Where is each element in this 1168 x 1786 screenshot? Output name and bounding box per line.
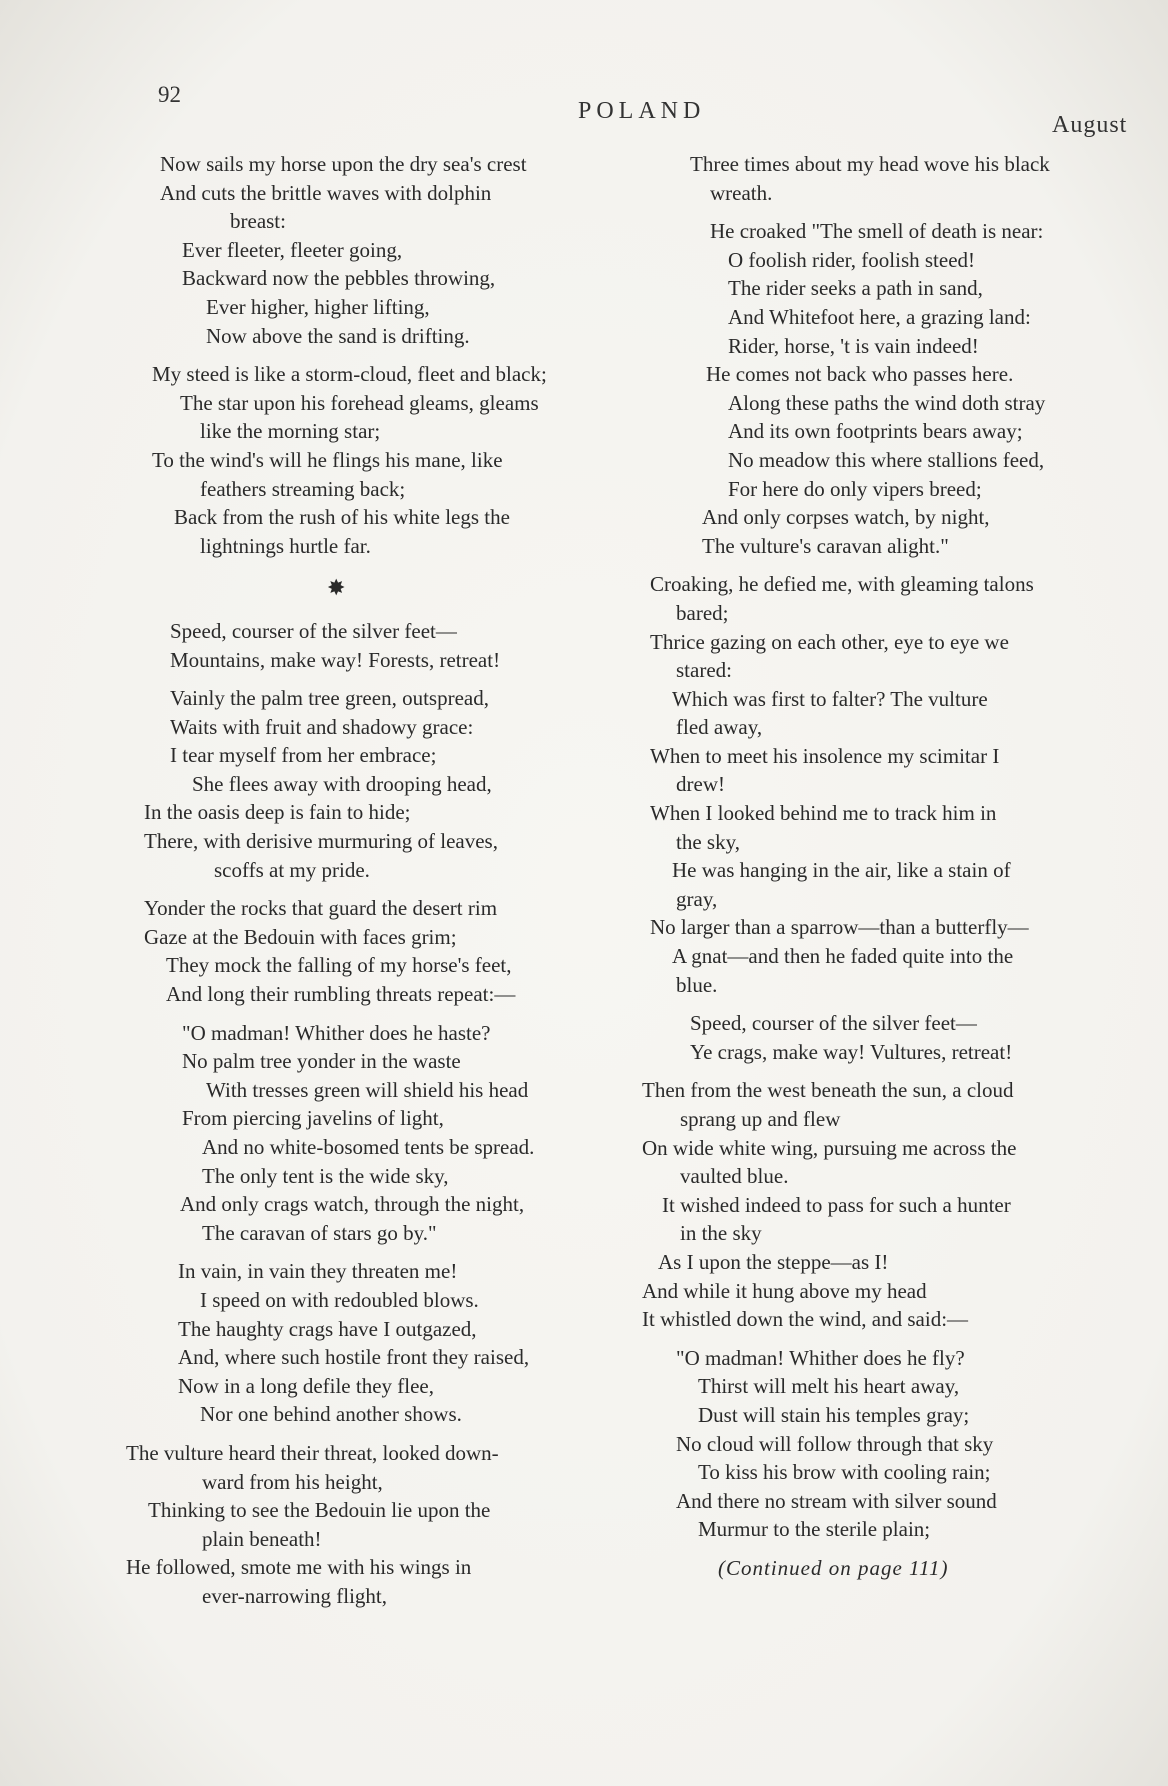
poem-line: Thinking to see the Bedouin lie upon the — [148, 1498, 491, 1523]
poem-line: And long their rumbling threats repeat:— — [166, 982, 516, 1007]
poem-column-right-body — [628, 150, 1148, 1544]
poem-line: In the oasis deep is fain to hide; — [144, 800, 411, 825]
poem-stanza — [122, 1257, 642, 1429]
poem-line: He followed, smote me with his wings in — [126, 1555, 472, 1580]
poem-stanza — [122, 1019, 642, 1248]
poem-line: I tear myself from her embrace; — [170, 743, 437, 768]
poem-line: And Whitefoot here, a grazing land: — [728, 304, 1031, 329]
poem-line: And there no stream with silver sound — [676, 1488, 997, 1513]
poem-line: It wished indeed to pass for such a hunter — [662, 1192, 1011, 1217]
poem-line: On wide white wing, pursuing me across the — [642, 1135, 1017, 1160]
poem-line: It whistled down the wind, and said:— — [642, 1307, 969, 1332]
poem-line: And only corpses watch, by night, — [702, 505, 990, 530]
poem-line: drew! — [676, 772, 725, 797]
poem-line: Dust will stain his temples gray; — [698, 1402, 970, 1427]
poem-line: And cuts the brittle waves with dolphin — [160, 180, 492, 205]
poem-line: O foolish rider, foolish steed! — [728, 247, 976, 272]
poem-line: And its own footprints bears away; — [728, 419, 1023, 444]
poem-stanza — [122, 684, 642, 884]
poem-line: The haughty crags have I outgazed, — [178, 1316, 477, 1341]
poem-column-left — [122, 150, 642, 1621]
poem-line: Which was first to falter? The vulture — [672, 686, 988, 711]
poem-line: He croaked "The smell of death is near: — [710, 219, 1044, 244]
page-title: POLAND — [578, 98, 706, 124]
continued-note: (Continued on page 111) — [718, 1555, 949, 1580]
section-separator-icon: ✸ — [327, 575, 346, 601]
poem-line: feathers streaming back; — [200, 476, 406, 501]
poem-line: Speed, courser of the silver feet— — [690, 1011, 977, 1036]
poem-stanza — [628, 1009, 1148, 1066]
poem-line: As I upon the steppe—as I! — [658, 1249, 889, 1274]
poem-line: vaulted blue. — [680, 1164, 789, 1189]
poem-line: The caravan of stars go by." — [202, 1220, 437, 1245]
poem-line: The vulture heard their threat, looked down- — [126, 1440, 499, 1465]
poem-line: in the sky — [680, 1221, 762, 1246]
poem-line: lightnings hurtle far. — [200, 533, 371, 558]
poem-stanza — [122, 360, 642, 560]
poem-line: gray, — [676, 886, 718, 911]
poem-line: With tresses green will shield his head — [206, 1077, 529, 1102]
poem-line: A gnat—and then he faded quite into the — [672, 944, 1014, 969]
poem-line: The rider seeks a path in sand, — [728, 276, 983, 301]
poem-line: When to meet his insolence my scimitar I — [650, 743, 1000, 768]
poem-line: Rider, horse, 't is vain indeed! — [728, 333, 979, 358]
poem-stanza — [628, 1076, 1148, 1333]
poem-line: And, where such hostile front they raised, — [178, 1345, 530, 1370]
poem-line: "O madman! Whither does he fly? — [676, 1345, 965, 1370]
poem-stanza — [628, 1344, 1148, 1544]
poem-line: Now above the sand is drifting. — [206, 323, 470, 348]
poem-line: plain beneath! — [202, 1526, 322, 1551]
poem-line: No meadow this where stallions feed, — [728, 447, 1045, 472]
page-number: 92 — [158, 82, 181, 107]
poem-line: He was hanging in the air, like a stain of — [672, 858, 1011, 883]
poem-line: Yonder the rocks that guard the desert rim — [144, 896, 498, 921]
poem-line: Three times about my head wove his black — [690, 152, 1050, 176]
poem-stanza — [122, 150, 642, 350]
poem-line: scoffs at my pride. — [214, 857, 370, 882]
poem-line: They mock the falling of my horse's feet, — [166, 953, 512, 978]
continued-note-wrap — [628, 1554, 1148, 1583]
poem-stanza — [122, 617, 642, 674]
poem-line: He comes not back who passes here. — [706, 362, 1014, 387]
poem-line: She flees away with drooping head, — [192, 771, 492, 796]
poem-line: I speed on with redoubled blows. — [200, 1287, 479, 1312]
poem-line: There, with derisive murmuring of leaves, — [144, 829, 498, 854]
poem-line: Now in a long defile they flee, — [178, 1373, 434, 1398]
poem-line: "O madman! Whither does he haste? — [182, 1020, 491, 1045]
poem-line: My steed is like a storm-cloud, fleet and black; — [152, 362, 547, 387]
poem-line: To kiss his brow with cooling rain; — [698, 1460, 991, 1485]
poem-line: No palm tree yonder in the waste — [182, 1049, 461, 1074]
poem-line: like the morning star; — [200, 419, 381, 444]
poem-line: fled away, — [676, 715, 763, 740]
poem-stanza — [122, 1439, 642, 1611]
poem-line: And no white-bosomed tents be spread. — [202, 1135, 535, 1159]
poem-line: Mountains, make way! Forests, retreat! — [170, 647, 501, 672]
poem-line: Back from the rush of his white legs the — [174, 505, 510, 530]
poem-line: And only crags watch, through the night, — [180, 1192, 525, 1217]
poem-line: the sky, — [676, 829, 740, 854]
poem-line: From piercing javelins of light, — [182, 1106, 444, 1131]
poem-line: stared: — [676, 658, 732, 683]
poem-line: Speed, courser of the silver feet— — [170, 618, 457, 643]
poem-line: For here do only vipers breed; — [728, 476, 982, 501]
poem-line: The star upon his forehead gleams, gleams — [180, 390, 539, 415]
poem-line: No cloud will follow through that sky — [676, 1431, 994, 1456]
poem-line: ward from his height, — [202, 1469, 383, 1494]
poem-line: ever-narrowing flight, — [202, 1583, 388, 1608]
poem-line: breast: — [230, 209, 286, 234]
poem-stanza — [628, 217, 1148, 560]
poem-line: Nor one behind another shows. — [200, 1402, 462, 1427]
poem-line: Thirst will melt his heart away, — [698, 1374, 960, 1399]
poem-line: The only tent is the wide sky, — [202, 1163, 449, 1188]
poem-column-right — [628, 150, 1148, 1583]
poem-line: Backward now the pebbles throwing, — [182, 266, 496, 291]
poem-line: The vulture's caravan alight." — [702, 533, 949, 558]
poem-line: sprang up and flew — [680, 1107, 841, 1131]
poem-line: Then from the west beneath the sun, a cloud — [642, 1078, 1014, 1103]
poem-line: Croaking, he defied me, with gleaming talons — [650, 572, 1034, 597]
poem-stanza — [628, 570, 1148, 999]
poem-line: Waits with fruit and shadowy grace: — [170, 714, 474, 739]
poem-line: Along these paths the wind doth stray — [728, 390, 1046, 415]
poem-stanza — [628, 150, 1148, 207]
poem-line: Gaze at the Bedouin with faces grim; — [144, 924, 457, 949]
poem-line: Ever fleeter, fleeter going, — [182, 237, 403, 262]
poem-stanza — [122, 894, 642, 1008]
poem-line: Thrice gazing on each other, eye to eye we — [650, 629, 1009, 654]
poem-line: Murmur to the sterile plain; — [698, 1517, 931, 1542]
poem-line: When I looked behind me to track him in — [650, 801, 997, 826]
poem-line: bared; — [676, 600, 729, 625]
page-month: August — [1052, 112, 1128, 138]
poem-line: And while it hung above my head — [642, 1278, 927, 1303]
poem-line: No larger than a sparrow—than a butterfly— — [650, 915, 1029, 940]
poem-line: Ye crags, make way! Vultures, retreat! — [690, 1039, 1013, 1064]
poem-line: wreath. — [710, 180, 773, 205]
poem-line: Ever higher, higher lifting, — [206, 294, 430, 319]
poem-line: Now sails my horse upon the dry sea's crest — [160, 152, 527, 176]
poem-line: blue. — [676, 972, 718, 997]
poem-line: To the wind's will he flings his mane, like — [152, 447, 503, 472]
poem-line: Vainly the palm tree green, outspread, — [170, 686, 489, 711]
poem-line: In vain, in vain they threaten me! — [178, 1259, 458, 1284]
